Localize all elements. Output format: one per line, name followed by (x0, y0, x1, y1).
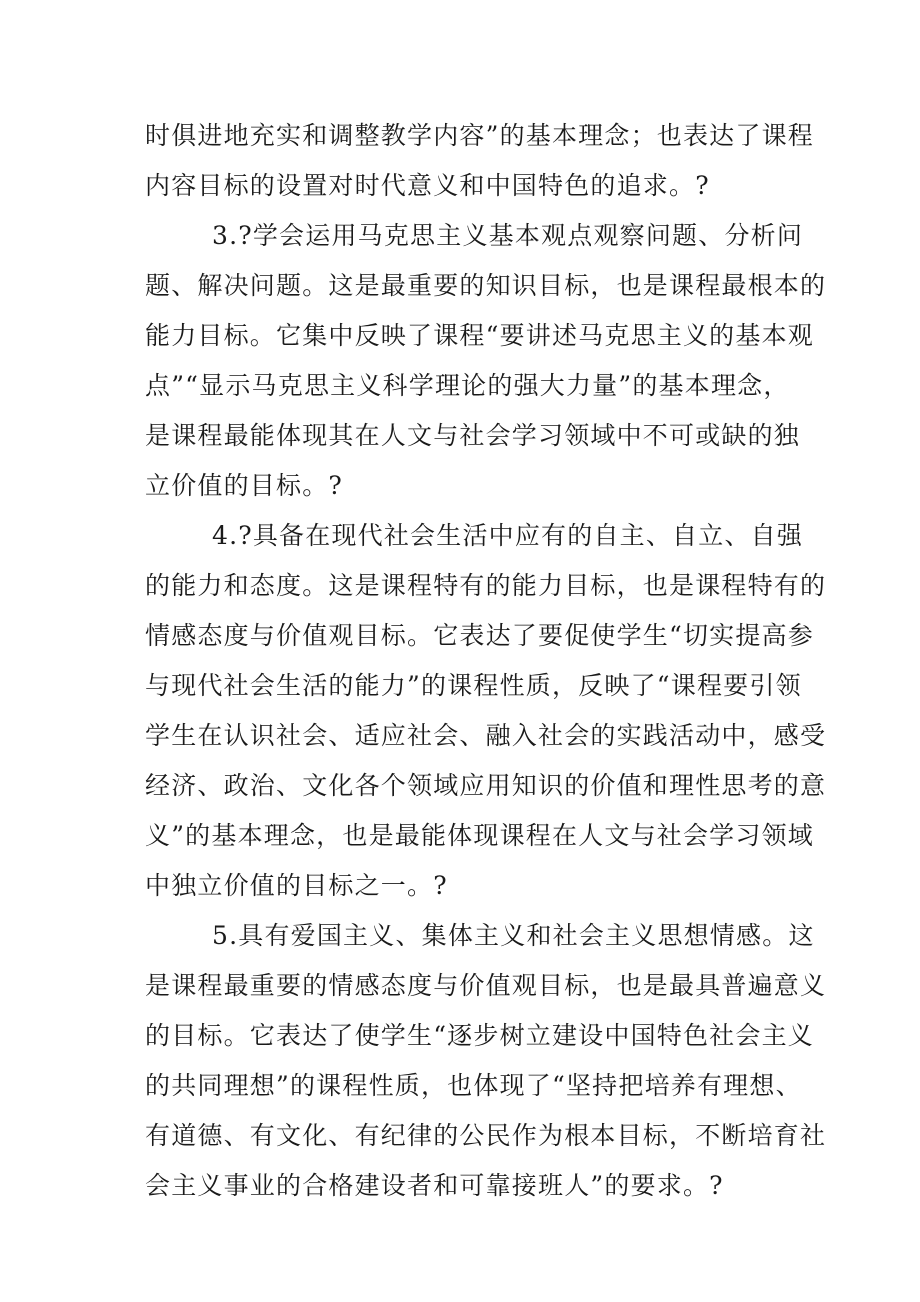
text-line: 的共同理想”的课程性质，也体现了“坚持把培养有理想、 (145, 1071, 802, 1100)
text-line: 情感态度与价值观目标。它表达了要促使学生“切实提高参 (145, 621, 814, 650)
text-line: 有道德、有文化、有纪律的公民作为根本目标，不断培育社 (145, 1121, 827, 1150)
text-line: 义”的基本理念，也是最能体现课程在人文与社会学习领域 (145, 821, 814, 850)
text-line: 立价值的目标。? (145, 471, 344, 500)
text-line: 会主义事业的合格建设者和可靠接班人”的要求。? (145, 1171, 724, 1200)
text-line: 题、解决问题。这是最重要的知识目标，也是课程最根本的 (145, 271, 827, 300)
text-line: 与现代社会生活的能力”的课程性质，反映了“课程要引领 (145, 671, 802, 700)
text-line: 经济、政治、文化各个领域应用知识的价值和理性思考的意 (145, 771, 827, 800)
paragraph-5-start: 5.具有爱国主义、集体主义和社会主义思想情感。这 (212, 921, 815, 950)
text-line: 中独立价值的目标之一。? (145, 871, 448, 900)
text-line: 是课程最能体现其在人文与社会学习领域中不可或缺的独 (145, 421, 801, 450)
text-line: 能力目标。它集中反映了课程“要讲述马克思主义的基本观 (145, 321, 814, 350)
text-line: 点”“显示马克思主义科学理论的强大力量”的基本理念， (145, 371, 790, 400)
text-line: 时俱进地充实和调整教学内容”的基本理念；也表达了课程 (145, 121, 814, 150)
paragraph-3-start: 3.?学会运用马克思主义基本观点观察问题、分析问 (212, 221, 804, 250)
text-line: 内容目标的设置对时代意义和中国特色的追求。? (145, 171, 710, 200)
paragraph-4-start: 4.?具备在现代社会生活中应有的自主、自立、自强 (212, 521, 804, 550)
text-line: 的能力和态度。这是课程特有的能力目标，也是课程特有的 (145, 571, 827, 600)
text-line: 是课程最重要的情感态度与价值观目标，也是最具普遍意义 (145, 971, 827, 1000)
text-line: 学生在认识社会、适应社会、融入社会的实践活动中，感受 (145, 721, 827, 750)
text-line: 的目标。它表达了使学生“逐步树立建设中国特色社会主义 (145, 1021, 814, 1050)
